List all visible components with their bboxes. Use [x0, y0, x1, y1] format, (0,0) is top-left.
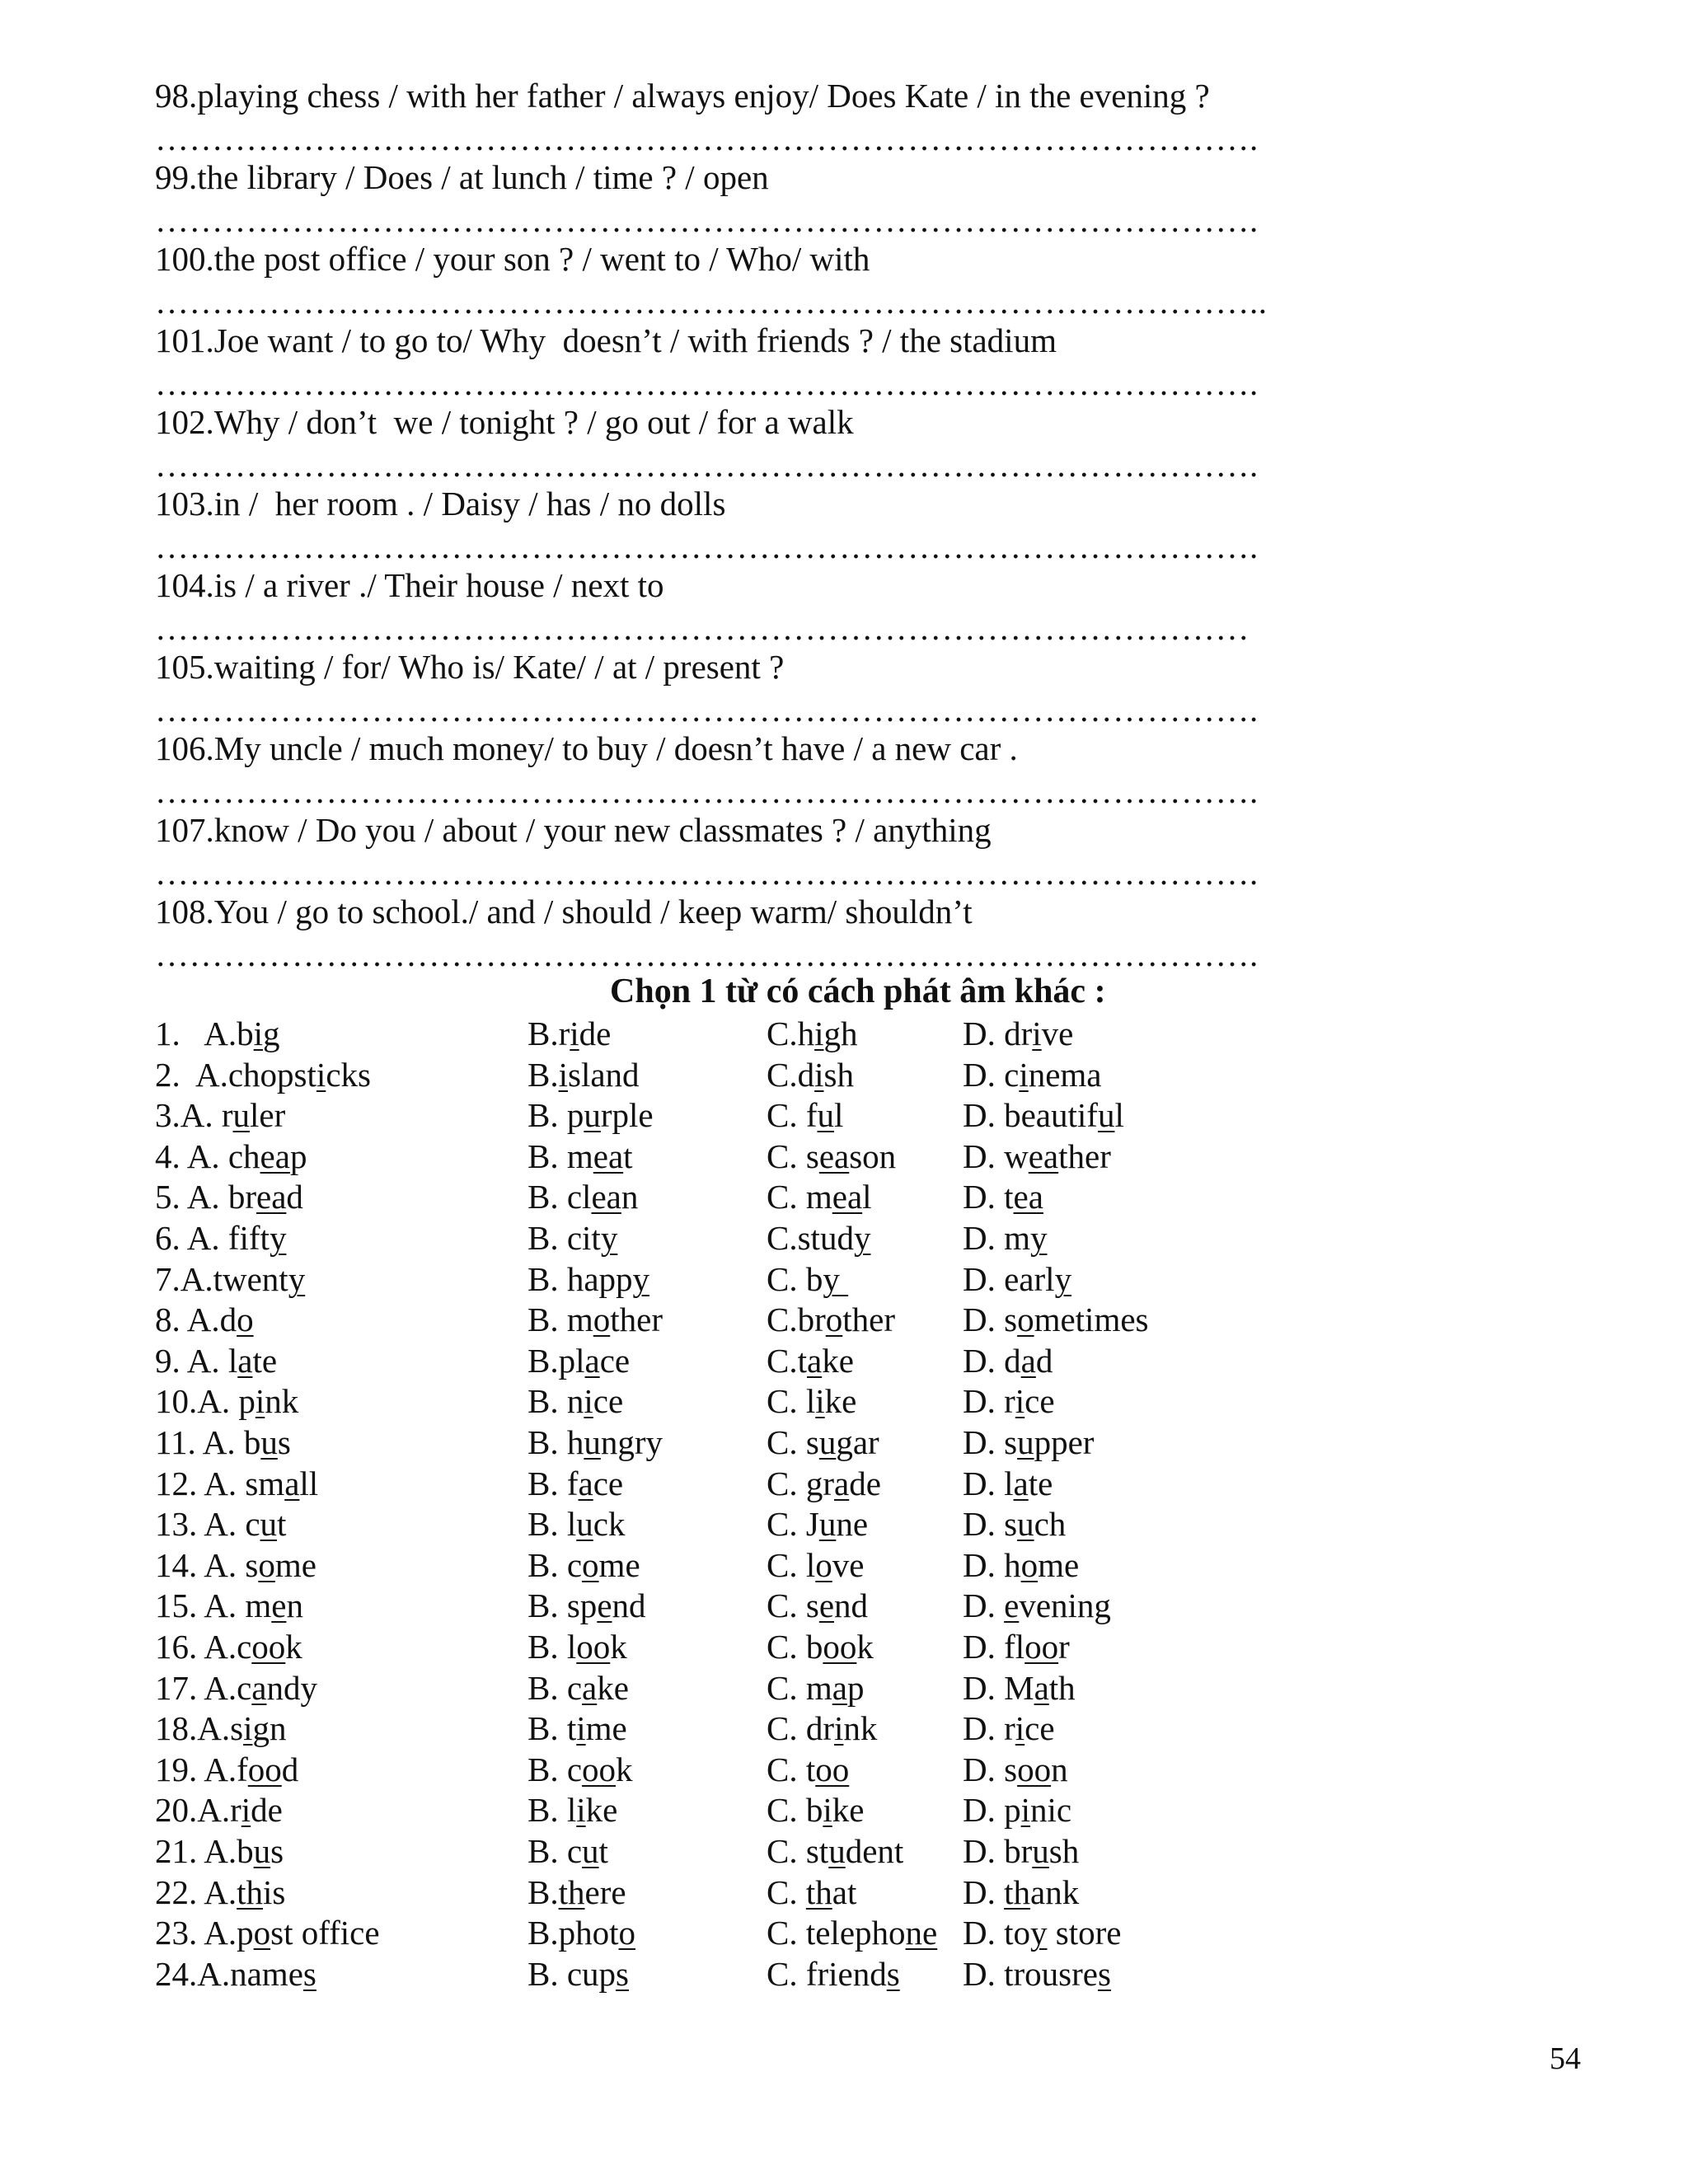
option-b: B.place [528, 1342, 631, 1380]
underlined-sound: i [576, 1709, 586, 1747]
pronunciation-item [0, 1953, 1688, 1994]
option-a: 14. A. some [155, 1546, 316, 1584]
pronunciation-item [0, 1667, 1688, 1708]
underlined-sound: a [807, 1342, 823, 1380]
underlined-sound: e [1004, 1586, 1020, 1624]
pronunciation-item [0, 1094, 1688, 1136]
underlined-sound: a [237, 1342, 253, 1380]
underlined-sound: y [288, 1260, 306, 1298]
underlined-sound: th [558, 1873, 585, 1911]
underlined-sound: ea [1013, 1178, 1043, 1216]
underlined-sound: o [237, 1301, 254, 1338]
option-d: D. pinic [963, 1791, 1072, 1829]
answer-blank-line: ……………………………………………………………………………………. [155, 854, 1259, 892]
option-b: B. cut [528, 1832, 608, 1870]
underlined-sound: o [1020, 1546, 1039, 1584]
reorder-question: 107.know / Do you / about / your new classmates ? / anything [155, 811, 992, 849]
underlined-sound: u [576, 1505, 593, 1543]
option-b: B.island [528, 1056, 640, 1094]
option-b: B. face [528, 1465, 624, 1502]
underlined-sound: o [825, 1301, 843, 1338]
option-d: D. supper [963, 1423, 1095, 1461]
option-c: C. meal [767, 1178, 872, 1216]
underlined-sound: u [818, 1423, 837, 1461]
option-a: 2. A.chopsticks [155, 1056, 371, 1094]
underlined-sound: oo [576, 1628, 611, 1666]
underlined-sound: e [818, 1586, 835, 1624]
underlined-sound: th [1004, 1873, 1031, 1911]
option-d: D. my [963, 1219, 1048, 1257]
option-c: C. map [767, 1669, 865, 1707]
option-c: C. friends [767, 1955, 900, 1993]
underlined-sound: s [302, 1955, 316, 1993]
underlined-sound: u [232, 1096, 251, 1134]
underlined-sound: ea [832, 1178, 863, 1216]
underlined-sound: u [260, 1423, 278, 1461]
underlined-sound: i [576, 1791, 586, 1829]
answer-blank-line: ……………………………………………………………………………………. [155, 935, 1259, 973]
pronunciation-item [0, 1340, 1688, 1381]
underlined-sound: o [582, 1546, 599, 1584]
underlined-sound: y [853, 1219, 871, 1257]
underlined-sound: s [1097, 1955, 1111, 1993]
option-a: 19. A.food [155, 1750, 299, 1788]
pronunciation-item [0, 1503, 1688, 1544]
pronunciation-item [0, 1872, 1688, 1913]
option-b: B.there [528, 1873, 626, 1911]
underlined-sound: u [1032, 1832, 1049, 1870]
pronunciation-item [0, 1299, 1688, 1340]
option-a: 7.A.twenty [155, 1260, 306, 1298]
option-c: C. drink [767, 1709, 878, 1747]
underlined-sound: i [1015, 1709, 1025, 1747]
option-c: C.take [767, 1342, 854, 1380]
underlined-sound: i [823, 1791, 832, 1829]
underlined-sound: y [632, 1260, 650, 1298]
option-c: C. ful [767, 1096, 844, 1134]
underlined-sound: ea [260, 1137, 290, 1175]
underlined-sound: a [1020, 1342, 1036, 1380]
pronunciation-item [0, 1585, 1688, 1626]
reorder-question: 103.in / her room . / Daisy / has / no dolls [155, 485, 726, 523]
pronunciation-item [0, 1136, 1688, 1177]
option-d: D. sometimes [963, 1301, 1149, 1338]
answer-blank-line: ……………………………………………………………………………………. [155, 446, 1259, 484]
option-b: B. like [528, 1791, 618, 1829]
option-d: D. brush [963, 1832, 1080, 1870]
section-heading: Chọn 1 từ có cách phát âm khác : [610, 972, 1106, 1010]
option-d: D. rice [963, 1709, 1055, 1747]
underlined-sound: a [578, 1465, 593, 1502]
option-b: B. time [528, 1709, 627, 1747]
pronunciation-item [0, 1830, 1688, 1872]
option-b: B. mother [528, 1301, 663, 1338]
underlined-sound: o [258, 1546, 275, 1584]
pronunciation-item [0, 1176, 1688, 1217]
underlined-sound: e [271, 1586, 287, 1624]
underlined-sound: o [815, 1546, 832, 1584]
underlined-sound: i [1019, 1056, 1029, 1094]
option-a: 5. A. bread [155, 1178, 303, 1216]
option-b: B. come [528, 1546, 640, 1584]
option-a: 3.A. ruler [155, 1096, 286, 1134]
underlined-sound: u [260, 1505, 278, 1543]
option-a: 16. A.cook [155, 1628, 302, 1666]
option-a: 20.A.ride [155, 1791, 283, 1829]
answer-blank-line: ……………………………………………………………………………………. [155, 772, 1259, 810]
option-c: C. telephone [767, 1914, 938, 1952]
underlined-sound: u [1097, 1096, 1115, 1134]
underlined-sound: i [815, 1382, 825, 1420]
option-b: B. purple [528, 1096, 654, 1134]
underlined-sound: i [253, 1015, 264, 1052]
option-a: 21. A.bus [155, 1832, 284, 1870]
option-a: 13. A. cut [155, 1505, 287, 1543]
underlined-sound: u [582, 1832, 599, 1870]
pronunciation-item [0, 1789, 1688, 1830]
option-a: 12. A. small [155, 1465, 319, 1502]
underlined-sound: i [814, 1056, 824, 1094]
option-a: 9. A. late [155, 1342, 278, 1380]
option-d: D. drive [963, 1015, 1074, 1052]
option-d: D. dad [963, 1342, 1053, 1380]
option-a: 6. A. fifty [155, 1219, 287, 1257]
reorder-question: 105.waiting / for/ Who is/ Kate/ / at / present ? [155, 648, 785, 686]
underlined-sound: a [284, 1465, 300, 1502]
option-c: C. too [767, 1750, 850, 1788]
pronunciation-item [0, 1912, 1688, 1953]
underlined-sound: ea [591, 1178, 621, 1216]
option-b: B. luck [528, 1505, 626, 1543]
pronunciation-item [0, 1422, 1688, 1463]
option-d: D. such [963, 1505, 1067, 1543]
option-b: B. spend [528, 1586, 646, 1624]
underlined-sound: oo [247, 1750, 282, 1788]
option-d: D. trousres [963, 1955, 1111, 1993]
option-b: B. hungry [528, 1423, 663, 1461]
pronunciation-item [0, 1463, 1688, 1504]
underlined-sound: i [316, 1056, 326, 1094]
option-c: C.brother [767, 1301, 895, 1338]
option-c: C. by [767, 1260, 849, 1298]
option-a: 8. A.do [155, 1301, 254, 1338]
underlined-sound: oo [823, 1628, 857, 1666]
underlined-sound: u [1017, 1505, 1034, 1543]
underlined-sound: oo [1017, 1750, 1052, 1788]
underlined-sound: i [1020, 1791, 1031, 1829]
reorder-question: 108.You / go to school./ and / should / keep warm/ shouldn’t [155, 893, 973, 930]
option-d: D. late [963, 1465, 1053, 1502]
option-d: D. thank [963, 1873, 1080, 1911]
pronunciation-item [0, 1258, 1688, 1300]
option-d: D. soon [963, 1750, 1068, 1788]
underlined-sound: i [570, 1015, 579, 1052]
underlined-sound: o [1017, 1301, 1034, 1338]
underlined-sound: oo [582, 1750, 617, 1788]
option-a: 15. A. men [155, 1586, 303, 1624]
option-c: C.study [767, 1219, 871, 1257]
option-c: C. student [767, 1832, 904, 1870]
option-a: 11. A. bus [155, 1423, 291, 1461]
underlined-sound: th [237, 1873, 264, 1911]
option-b: B. cook [528, 1750, 633, 1788]
option-c: C.high [767, 1015, 858, 1052]
option-d: D. weather [963, 1137, 1111, 1175]
pronunciation-item [0, 1013, 1688, 1054]
pronunciation-item [0, 1054, 1688, 1095]
underlined-sound: oo [815, 1750, 850, 1788]
page-number: 54 [1550, 2041, 1581, 2076]
option-c: C. like [767, 1382, 857, 1420]
option-d: D. home [963, 1546, 1080, 1584]
option-c: C. sugar [767, 1423, 879, 1461]
underlined-sound: i [584, 1382, 593, 1420]
option-c: C. season [767, 1137, 897, 1175]
underlined-sound: i [243, 1709, 253, 1747]
option-d: D. toy store [963, 1914, 1122, 1952]
option-d: D. early [963, 1260, 1072, 1298]
underlined-sound: u [253, 1832, 271, 1870]
option-b: B. nice [528, 1382, 624, 1420]
underlined-sound: y [269, 1219, 287, 1257]
underlined-sound: y [600, 1219, 618, 1257]
pronunciation-item [0, 1749, 1688, 1790]
option-d: D. evening [963, 1586, 1111, 1624]
option-b: B. city [528, 1219, 618, 1257]
underlined-sound: u [818, 1505, 837, 1543]
option-a: 24.A.names [155, 1955, 316, 1993]
option-c: C. grade [767, 1465, 881, 1502]
underlined-sound: a [834, 1465, 850, 1502]
option-d: D. rice [963, 1382, 1055, 1420]
underlined-sound: s [886, 1955, 900, 1993]
reorder-question: 102.Why / don’t we / tonight ? / go out / for a walk [155, 403, 854, 441]
underlined-sound: u [828, 1832, 846, 1870]
underlined-sound: a [582, 1669, 598, 1707]
option-c: C. June [767, 1505, 869, 1543]
option-a: 23. A.post office [155, 1914, 380, 1952]
option-c: C. love [767, 1546, 865, 1584]
underlined-sound: a [832, 1669, 847, 1707]
underlined-sound: i [1015, 1382, 1025, 1420]
underlined-sound: a [1034, 1669, 1049, 1707]
underlined-sound: a [1013, 1465, 1029, 1502]
option-a: 1. A.big [155, 1015, 280, 1052]
answer-blank-line: ……………………………………………………………………………………. [155, 691, 1259, 729]
underlined-sound: th [805, 1873, 832, 1911]
pronunciation-item [0, 1544, 1688, 1586]
option-b: B. meat [528, 1137, 633, 1175]
pronunciation-item [0, 1380, 1688, 1422]
reorder-question: 99.the library / Does / at lunch / time ? / open [155, 158, 769, 196]
underlined-sound: a [251, 1669, 267, 1707]
underlined-sound: ea [256, 1178, 287, 1216]
underlined-sound: a [584, 1342, 600, 1380]
underlined-sound: i [241, 1791, 251, 1829]
underlined-sound: o [618, 1914, 635, 1952]
option-a: 17. A.candy [155, 1669, 317, 1707]
pronunciation-item [0, 1626, 1688, 1667]
option-c: C. send [767, 1586, 869, 1624]
underlined-sound: oo [1025, 1628, 1059, 1666]
option-d: D. tea [963, 1178, 1043, 1216]
underlined-sound: i [255, 1382, 265, 1420]
underlined-sound: u [584, 1096, 601, 1134]
option-a: 10.A. pink [155, 1382, 299, 1420]
underlined-sound: i [558, 1056, 569, 1094]
option-b: B. look [528, 1628, 627, 1666]
option-a: 18.A.sign [155, 1709, 287, 1747]
option-b: B. cake [528, 1669, 629, 1707]
underlined-sound: y [823, 1260, 849, 1298]
answer-blank-line: ……………………………………………………………………………………. [155, 120, 1259, 157]
underlined-sound: y [1054, 1260, 1072, 1298]
reorder-question: 101.Joe want / to go to/ Why doesn’t / with friends ? / the stadium [155, 321, 1057, 359]
underlined-sound: u [584, 1423, 601, 1461]
reorder-question: 100.the post office / your son ? / went to / Who/ with [155, 240, 870, 278]
option-b: B.photo [528, 1914, 635, 1952]
pronunciation-item [0, 1708, 1688, 1749]
reorder-question: 98.playing chess / with her father / always enjoy/ Does Kate / in the evening ? [155, 77, 1210, 115]
option-b: B. happy [528, 1260, 650, 1298]
option-d: D. beautiful [963, 1096, 1124, 1134]
answer-blank-line: ……………………………………………………………………………………. [155, 527, 1259, 565]
answer-blank-line: ……………………………………………………………………………………. [155, 364, 1259, 402]
option-b: B. clean [528, 1178, 639, 1216]
option-b: B.ride [528, 1015, 612, 1052]
option-c: C.dish [767, 1056, 854, 1094]
pronunciation-item [0, 1217, 1688, 1258]
underlined-sound: o [253, 1914, 271, 1952]
underlined-sound: ea [818, 1137, 850, 1175]
underlined-sound: u [1017, 1423, 1034, 1461]
option-d: D. cinema [963, 1056, 1102, 1094]
underlined-sound: s [616, 1955, 630, 1993]
underlined-sound: ne [905, 1914, 938, 1952]
underlined-sound: e [597, 1586, 612, 1624]
underlined-sound: i [1032, 1015, 1042, 1052]
underlined-sound: i [814, 1015, 824, 1052]
underlined-sound: u [817, 1096, 834, 1134]
answer-blank-line: ……………………………………………………………………………………. [155, 201, 1259, 239]
option-a: 4. A. cheap [155, 1137, 307, 1175]
option-a: 22. A.this [155, 1873, 286, 1911]
answer-blank-line: …………………………………………………………………………………… [155, 609, 1250, 647]
underlined-sound: ea [1028, 1137, 1059, 1175]
option-c: C. book [767, 1628, 874, 1666]
underlined-sound: o [593, 1301, 611, 1338]
option-b: B. cups [528, 1955, 630, 1993]
option-c: C. bike [767, 1791, 865, 1829]
underlined-sound: y [1030, 1219, 1048, 1257]
reorder-question: 106.My uncle / much money/ to buy / doesn’t have / a new car . [155, 729, 1018, 767]
reorder-question: 104.is / a river ./ Their house / next to [155, 566, 664, 604]
underlined-sound: oo [251, 1628, 286, 1666]
underlined-sound: i [834, 1709, 844, 1747]
option-c: C. that [767, 1873, 857, 1911]
answer-blank-line: …………………………………………………………………………………….. [155, 283, 1268, 321]
underlined-sound: y [1030, 1914, 1048, 1952]
option-d: D. floor [963, 1628, 1070, 1666]
underlined-sound: ea [593, 1137, 624, 1175]
option-d: D. Math [963, 1669, 1076, 1707]
